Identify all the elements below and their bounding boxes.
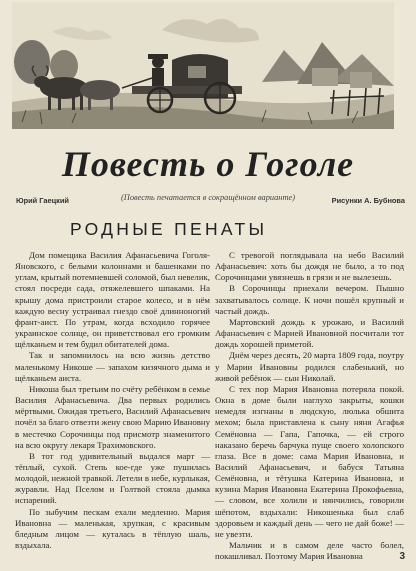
left-column [15, 250, 210, 551]
paragraph: С тревогой поглядывала на небо Василий Афанасьевич: хоть бы дождя не было, а то под Сорочинцами увязнешь в грязи и не вылезешь. [215, 250, 404, 283]
page-number: 3 [399, 551, 405, 562]
artist-credit: Рисунки А. Бубнова [331, 196, 405, 205]
paragraph: Днём через десять, 20 марта 1809 года, поутру у Марии Ивановны родился слабенький, но живой ребёнок — сын Николай. [215, 350, 404, 383]
paragraph: По зыбучим пескам ехали медленно. Мария Ивановна — маленькая, хрупкая, с красивым бледным лицом — куталась в тёплую шаль, вздыхала. [15, 506, 210, 551]
paragraph: Так и запомнилось на всю жизнь детство маленькому Никоше — запахом кизячного дыма и щёлканьем аиста. [15, 350, 210, 383]
paragraph: Мальчик и в самом деле часто болел, покашливал. Поэтому Мария Ивановна [215, 540, 404, 562]
article-title: Повесть о Гоголе [61, 144, 355, 184]
paragraph: В тот год удивительный выдался март — тёплый, сухой. Степь кое-где уже пушилась молодой, нежной травкой. Летели в небе, курлыкая, журавли. Над Пселом и Голтвой стояла дымка испарений. [15, 450, 210, 506]
section-heading: РОДНЫЕ ПЕНАТЫ [70, 219, 268, 239]
abridged-note: (Повесть печатается в сокращённом варианте) [120, 193, 296, 202]
author-credit: Юрий Гаецкий [16, 196, 69, 205]
paragraph: С тех пор Мария Ивановна потеряла покой. Окна в доме были наглухо закрыты, кошки немедля изгнаны в людскую, люлька обшита мехом; была приставлена к сыну няня Агафья Семёновна — Гапа, Гапочка, — ей строго наказано беречь барчука пуще своего холопского глаза. Все в доме: сама Мария Ивановна, и Василий Афанасьевич, и бабуся Татьяна Семёновна, и тётушка Катерина Ивановна, и кузина Мария Ивановна Екатерина Прокофьевна, — словом, все холили и нянчились, говорили шёпотом, вздыхали: Никошенька был слаб здоровьем и каждый день — чего не дай боже! — не увезти. [215, 383, 404, 539]
paragraph: Дом помещика Василия Афанасьевича Гоголя-Яновского, с белыми колоннами и башенками по углам, крытый потемневшей соломой, был невелик, стоял посреди сада, отяжелевшего шпаками. На крышу дома пристроили старое колесо, и в нём каждую весну устраивал гнездо своё длинноногий франт-аист. По утрам, когда всходило горячее украинское солнце, он приветствовал его громким щёлканьем и тем будил обитателей дома. [15, 250, 210, 350]
paragraph: Никоша был третьим по счёту ребёнком в семье Василия Афанасьевича. Два первых родились мёртвыми. Ожидая третьего, Василий Афанасьевич почёл за благо отвезти жену свою Марию Ивановну в местечко Сорочинцы под присмотр знаменитого на всю округу лекаря Трахимовского. [15, 383, 210, 450]
cart-illustration [12, 2, 394, 129]
paragraph: В Сорочинцы приехали вечером. Пышно захватывалось солнце. К ночи пошёл крупный и частый дождь. [215, 283, 404, 316]
paragraph: Мартовский дождь к урожаю, и Василий Афанасьевич с Марией Ивановной посчитали тот дождь хорошей приметой. [215, 316, 404, 350]
right-column [215, 250, 404, 562]
